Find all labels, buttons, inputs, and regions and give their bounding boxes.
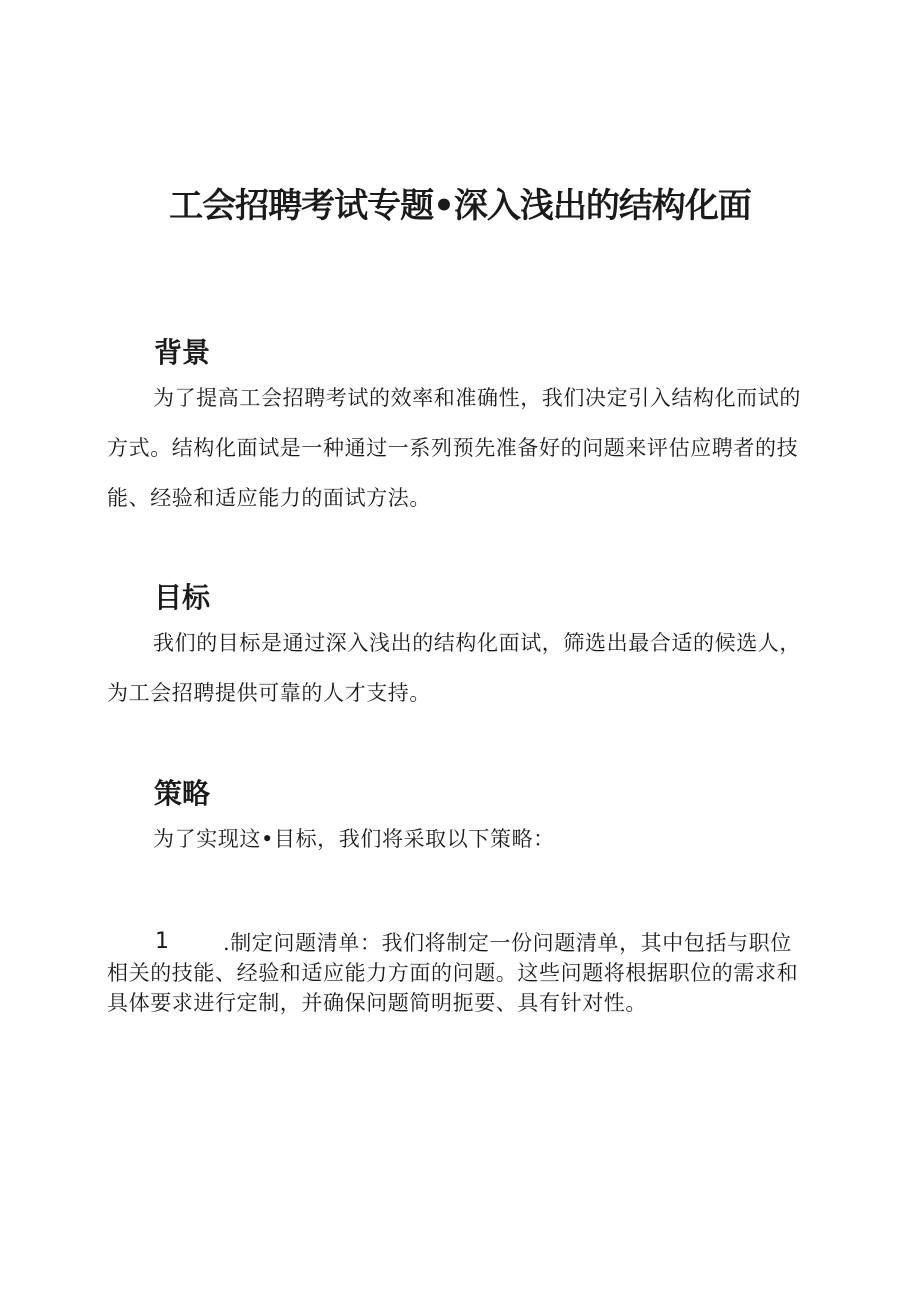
section-heading-goal: 目标 [154, 581, 211, 614]
section-paragraph-background: 为了提高工会招聘考试的效率和准确性，我们决定引入结构化而试的方式。结构化面试是一种通过一系列预先准备好的问题来评估应聘者的技能、经验和适应能力的面试方法。 [107, 386, 801, 510]
section-paragraph-goal: 我们的目标是通过深入浅出的结构化面试，筛选出最合适的候选人，为工会招聘提供可靠的人才支持。 [107, 631, 801, 705]
section-paragraph-strategy: 为了实现这•目标，我们将采取以下策略： [153, 827, 555, 851]
section-heading-strategy: 策略 [154, 777, 211, 810]
section-heading-background: 背景 [154, 336, 211, 369]
document-title: 工会招聘考试专题•深入浅出的结构化面 [169, 186, 751, 226]
list-item-number: 1 [155, 929, 169, 954]
list-item-text: .制定问题清单：我们将制定一份问题清单，其中包括与职位相关的技能、经验和适应能力方面的问题。这些问题将根据职位的需求和具体要求进行定制，并确保问题简明扼要、具有针对性。 [107, 931, 799, 1015]
